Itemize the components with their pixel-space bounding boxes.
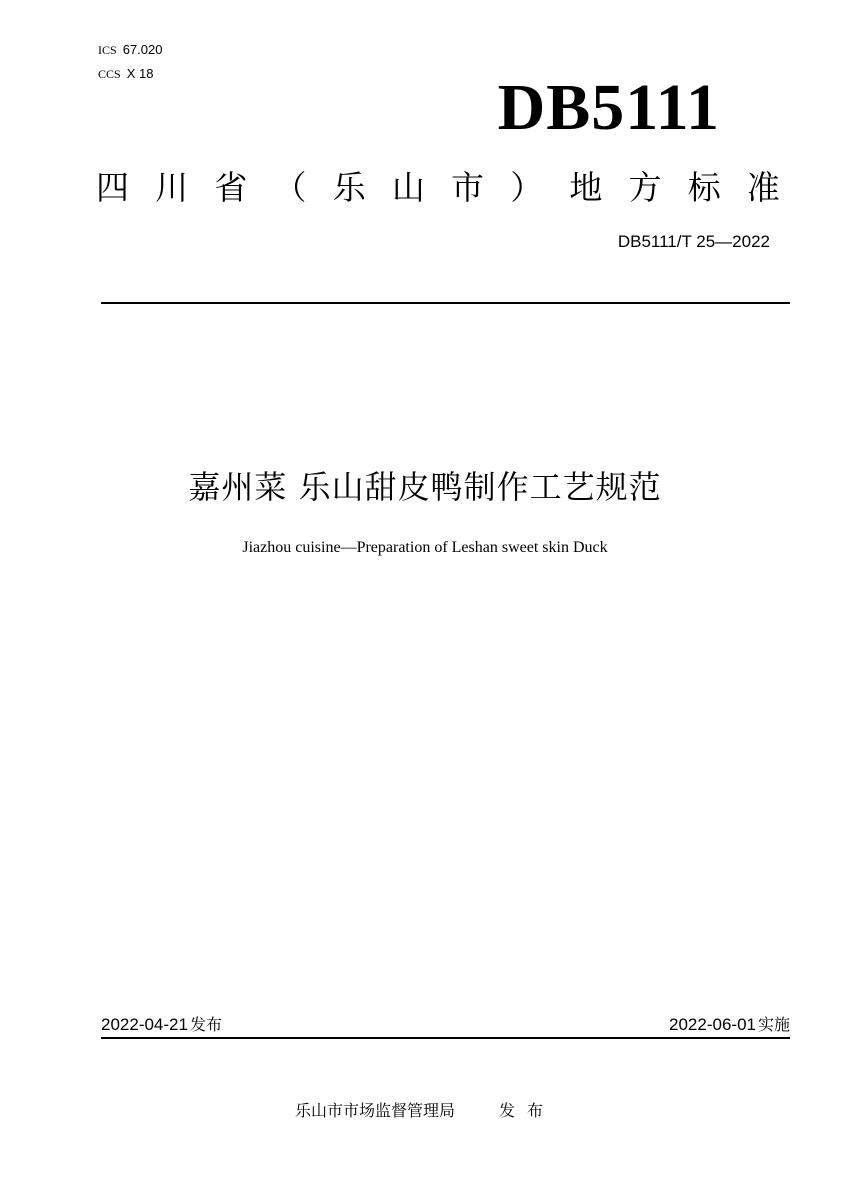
standard-type-char: 地 [569, 168, 603, 207]
implementation-label: 实施 [757, 1015, 790, 1034]
standard-type-char: 四 [96, 168, 129, 207]
release-date [101, 1013, 222, 1037]
standard-type-char: （ [273, 168, 307, 207]
release-label: 发布 [189, 1015, 222, 1034]
standard-type-char: 市 [451, 168, 485, 207]
standard-number: DB5111/T 25—2022 [617, 232, 770, 251]
release-date-value: 2022-04-21 [101, 1015, 188, 1034]
ccs-classification [98, 66, 153, 83]
ics-label: ICS [98, 43, 117, 57]
ccs-value: X 18 [126, 66, 154, 81]
ics-value: 67.020 [122, 42, 163, 57]
footer-divider [101, 1037, 790, 1039]
standard-type-char: 乐 [332, 168, 366, 207]
standard-type-char: 山 [391, 168, 425, 207]
standard-type-char: 方 [628, 168, 662, 207]
standard-type-char: 川 [155, 168, 189, 207]
standard-type-char: 准 [746, 168, 780, 207]
header-divider [101, 302, 790, 304]
publisher-action: 发布 [499, 1101, 556, 1120]
standard-type-char: 省 [214, 168, 248, 207]
implementation-date-value: 2022-06-01 [669, 1015, 756, 1034]
publisher-name: 乐山市市场监督管理局 [294, 1101, 455, 1120]
document-title-english: Jiazhou cuisine—Preparation of Leshan sweet skin Duck [242, 539, 608, 556]
publisher-line [0, 1099, 850, 1123]
standard-type-char: ） [510, 168, 544, 207]
ccs-label: CCS [98, 67, 121, 81]
ics-classification [98, 42, 162, 59]
standard-type-heading [96, 166, 780, 210]
standard-type-char: 标 [687, 168, 721, 207]
document-title-chinese: 嘉州菜 乐山甜皮鸭制作工艺规范 [188, 468, 662, 506]
implementation-date [669, 1013, 790, 1037]
db-code-logo: DB5111 [497, 71, 720, 144]
